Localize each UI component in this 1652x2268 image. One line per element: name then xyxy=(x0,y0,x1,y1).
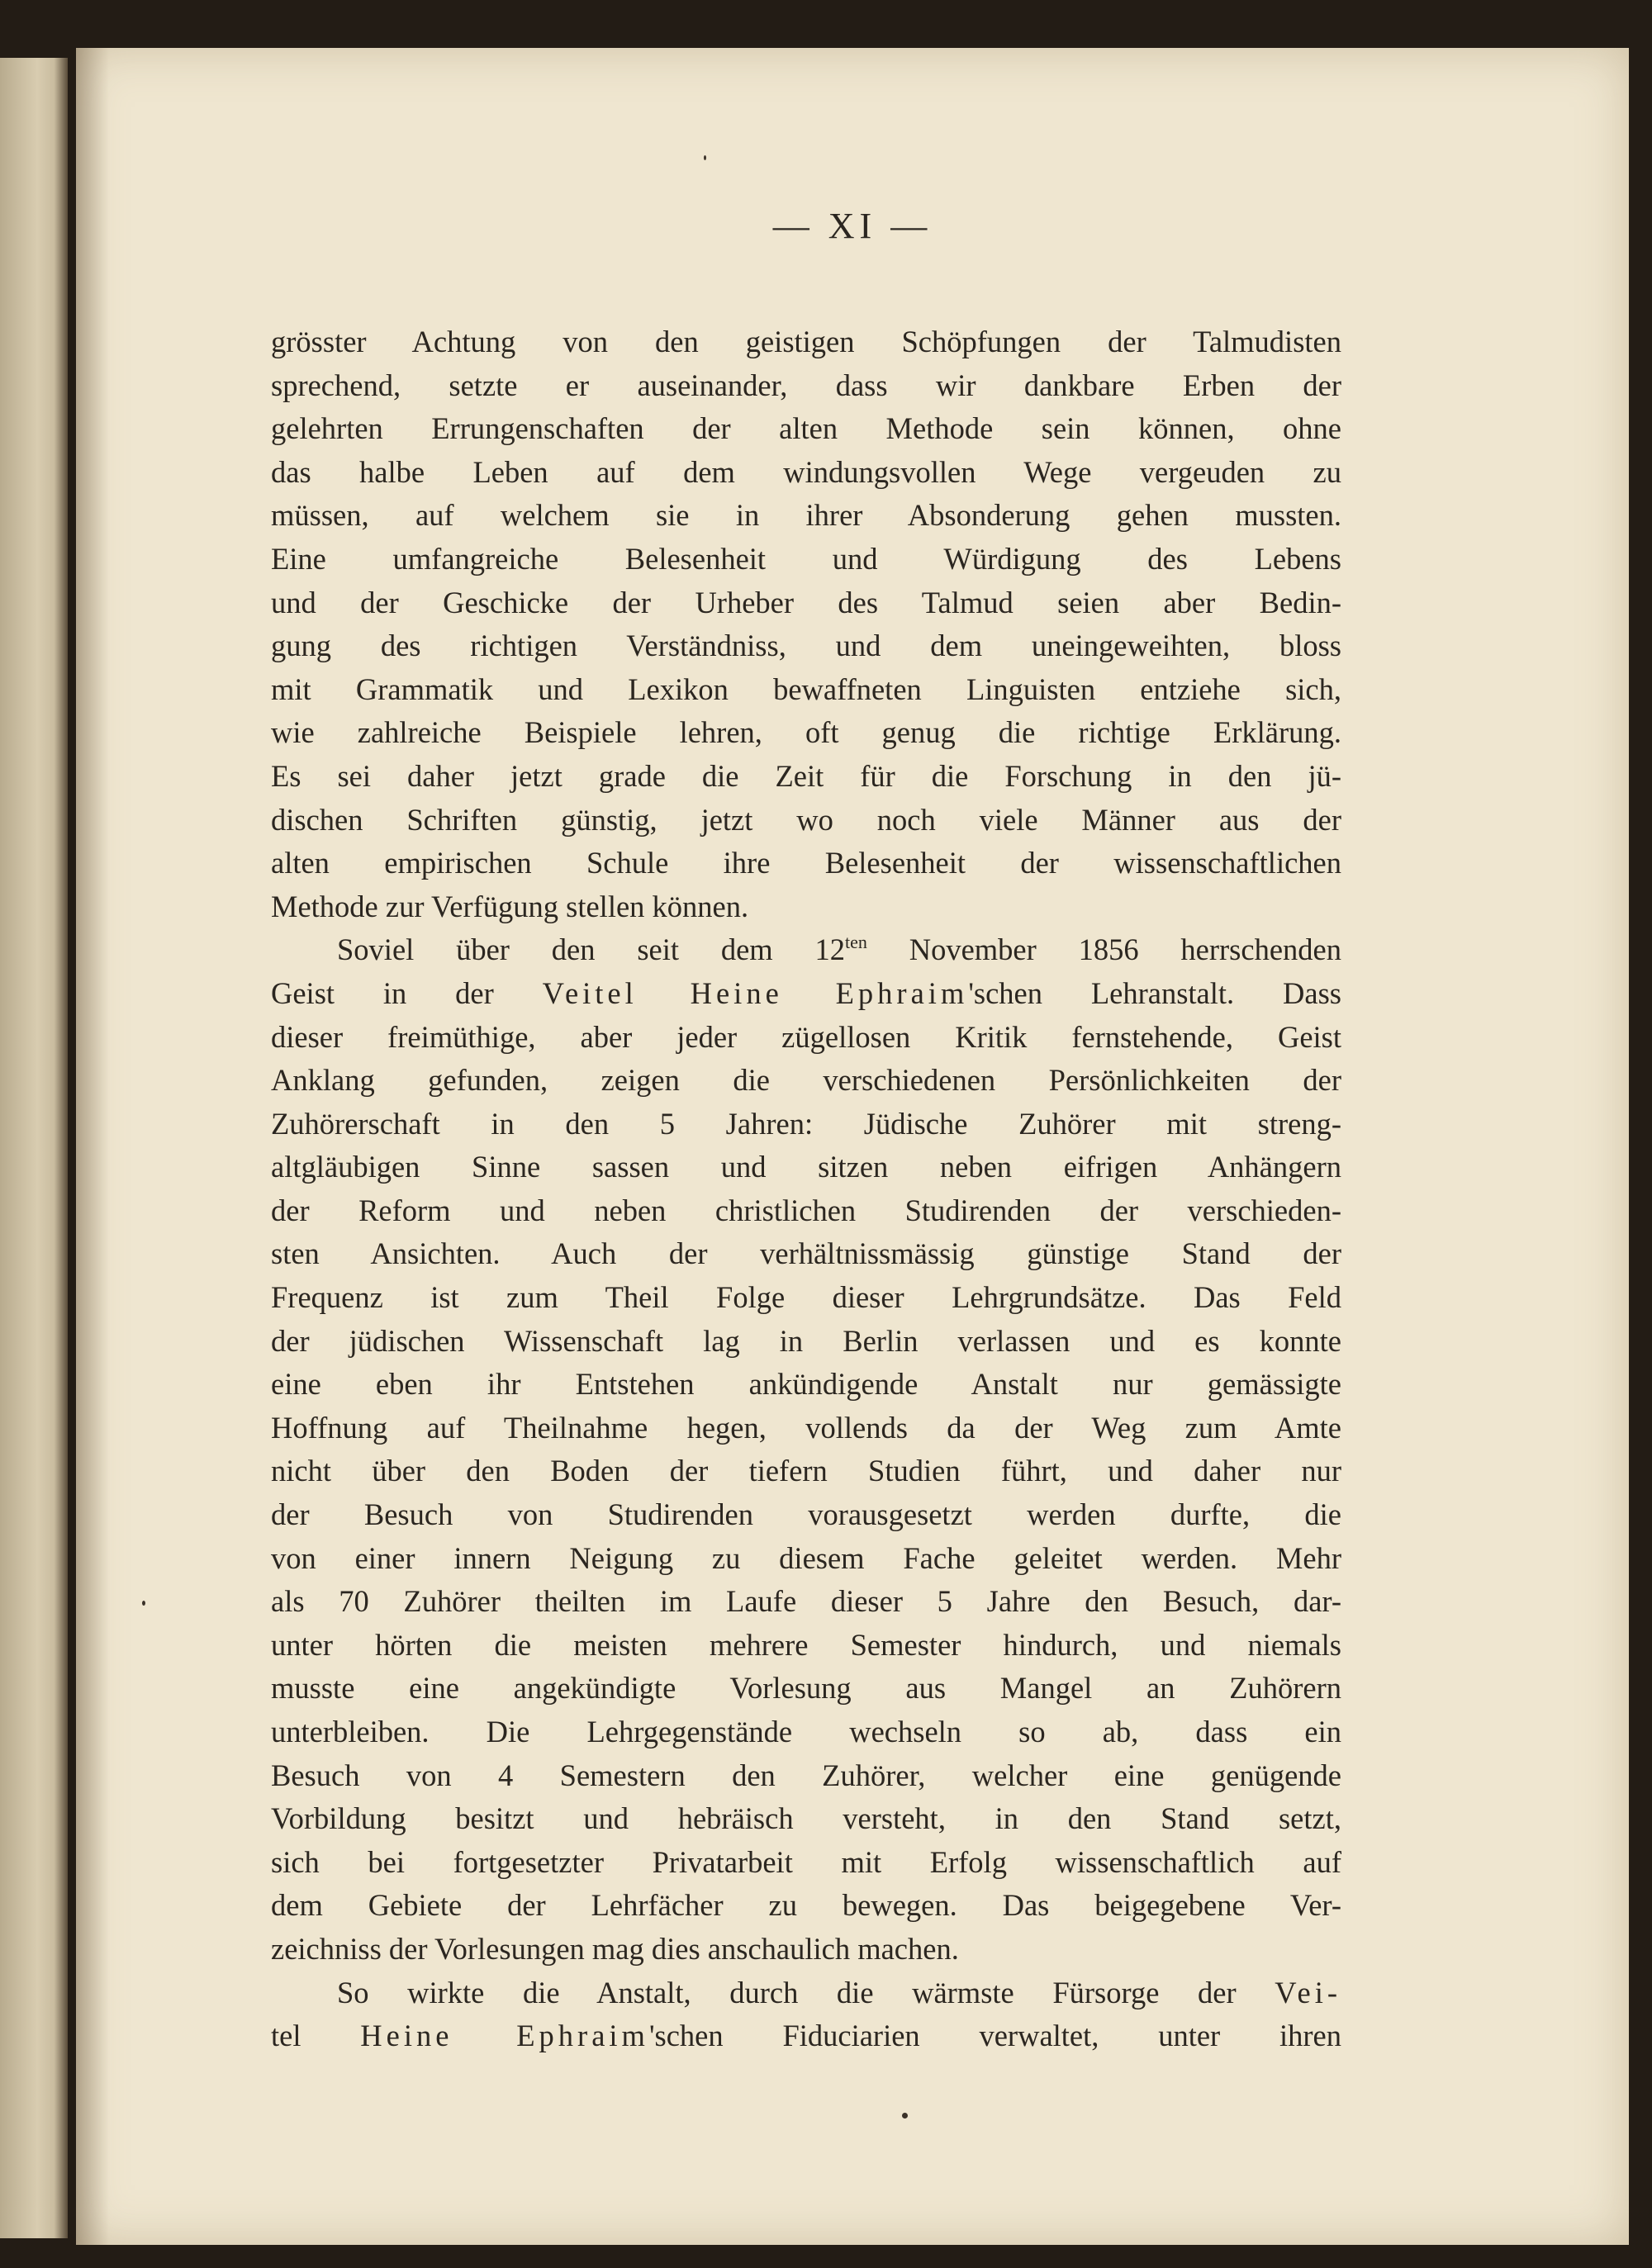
paragraph-2 xyxy=(271,928,1341,1971)
text-line: sich bei fortgesetzter Privatarbeit mit Erfolg wissenschaftlich auf xyxy=(271,1844,1341,1879)
previous-page-edge xyxy=(0,58,68,2238)
text-line: eine eben ihr Entstehen ankündigende Anstalt nur gemässigte xyxy=(271,1367,1341,1402)
text-line: sprechend, setzte er auseinander, dass wir dankbare Erben der xyxy=(271,368,1341,402)
text-line: gelehrten Errungenschaften der alten Methode sein können, ohne xyxy=(271,411,1341,446)
text-line: Zuhörerschaft in den 5 Jahren: Jüdische Zuhörer mit streng- xyxy=(271,1106,1341,1141)
text-line: als 70 Zuhörer theilten im Laufe dieser 5 Jahre den Besuch, dar- xyxy=(271,1584,1341,1619)
paragraph-1 xyxy=(271,320,1341,928)
text-line: gung des richtigen Verständniss, und dem uneingeweihten, bloss xyxy=(271,629,1341,663)
text-line xyxy=(271,928,1341,972)
text-line: der Besuch von Studirenden vorausgesetzt werden durfte, die xyxy=(271,1497,1341,1532)
text-line: Hoffnung auf Theilnahme hegen, vollends da der Weg zum Amte xyxy=(271,1410,1341,1445)
text-line: mit Grammatik und Lexikon bewaffneten Linguisten entziehe sich, xyxy=(271,671,1341,706)
text-fragment: tel xyxy=(271,2019,361,2053)
text-line: sten Ansichten. Auch der verhältnissmässig günstige Stand der xyxy=(271,1236,1341,1271)
text-line: und der Geschicke der Urheber des Talmud seien aber Bedin- xyxy=(271,585,1341,619)
paper-speck xyxy=(142,1601,145,1606)
text-line: der jüdischen Wissenschaft lag in Berlin verlassen und es konnte xyxy=(271,1323,1341,1358)
text-line: nicht über den Boden der tiefern Studien führt, und daher nur xyxy=(271,1454,1341,1488)
text-fragment: Geist in der xyxy=(271,975,543,1010)
text-line: wie zahlreiche Beispiele lehren, oft genug die richtige Erklärung. xyxy=(271,715,1341,750)
superscript: ten xyxy=(845,932,867,953)
text-line: dischen Schriften günstig, jetzt wo noch viele Männer aus der xyxy=(271,802,1341,837)
paper-speck xyxy=(704,155,706,160)
text-line: dieser freimüthige, aber jeder zügellosen Kritik fernstehende, Geist xyxy=(271,1019,1341,1054)
text-line: dem Gebiete der Lehrfächer zu bewegen. Das beigegebene Ver- xyxy=(271,1888,1341,1923)
text-fragment: So wirkte die Anstalt, durch die wärmste Fürsorge der xyxy=(337,1975,1275,2009)
text-line: das halbe Leben auf dem windungsvollen Wege vergeuden zu xyxy=(271,454,1341,489)
text-fragment: November 1856 herrschenden xyxy=(866,932,1341,967)
text-line xyxy=(271,1971,1341,2015)
text-line xyxy=(271,2014,1341,2058)
page-number: — XI — xyxy=(772,206,933,246)
paper-speck xyxy=(902,2113,908,2119)
text-line: unter hörten die meisten mehrere Semester hindurch, und niemals xyxy=(271,1627,1341,1662)
text-line: musste eine angekündigte Vorlesung aus Mangel an Zuhörern xyxy=(271,1671,1341,1706)
text-line: Es sei daher jetzt grade die Zeit für die Forschung in den jü- xyxy=(271,758,1341,793)
spine-shadow xyxy=(76,48,109,2245)
text-fragment: 'schen Fiduciarien verwaltet, unter ihren xyxy=(648,2019,1341,2053)
text-line: Frequenz ist zum Theil Folge dieser Lehrgrundsätze. Das Feld xyxy=(271,1280,1341,1315)
spaced-name: Veitel Heine Ephraim xyxy=(542,975,969,1010)
text-line: grösster Achtung von den geistigen Schöpfungen der Talmudisten xyxy=(271,325,1341,358)
text-line: unterbleiben. Die Lehrgegenstände wechseln so ab, dass ein xyxy=(271,1715,1341,1748)
text-line: von einer innern Neigung zu diesem Fache geleitet werden. Mehr xyxy=(271,1540,1341,1575)
text-line: der Reform und neben christlichen Studirenden der verschieden- xyxy=(271,1193,1341,1227)
text-line: Eine umfangreiche Belesenheit und Würdigung des Lebens xyxy=(271,541,1341,576)
text-line: müssen, auf welchem sie in ihrer Absonderung gehen mussten. xyxy=(271,498,1341,533)
spaced-name: Vei- xyxy=(1275,1975,1341,2009)
text-line: Methode zur Verfügung stellen können. xyxy=(271,889,749,923)
text-line: Besuch von 4 Semestern den Zuhörer, welcher eine genügende xyxy=(271,1758,1341,1792)
text-line: altgläubigen Sinne sassen und sitzen neben eifrigen Anhängern xyxy=(271,1150,1341,1184)
text-fragment: Soviel über den seit dem 12 xyxy=(337,932,845,967)
text-line: zeichniss der Vorlesungen mag dies anschaulich machen. xyxy=(271,1931,959,1966)
body-text xyxy=(271,320,1341,2058)
text-line: alten empirischen Schule ihre Belesenheit der wissenschaftlichen xyxy=(271,846,1341,880)
text-line: Anklang gefunden, zeigen die verschiedenen Persönlichkeiten der xyxy=(271,1063,1341,1098)
book-page xyxy=(76,48,1629,2245)
text-line xyxy=(271,972,1341,1016)
text-line: Vorbildung besitzt und hebräisch versteht, in den Stand setzt, xyxy=(271,1801,1341,1836)
paragraph-3 xyxy=(271,1971,1341,2058)
text-fragment: 'schen Lehranstalt. Dass xyxy=(968,975,1341,1010)
spaced-name: Heine Ephraim xyxy=(360,2019,649,2053)
